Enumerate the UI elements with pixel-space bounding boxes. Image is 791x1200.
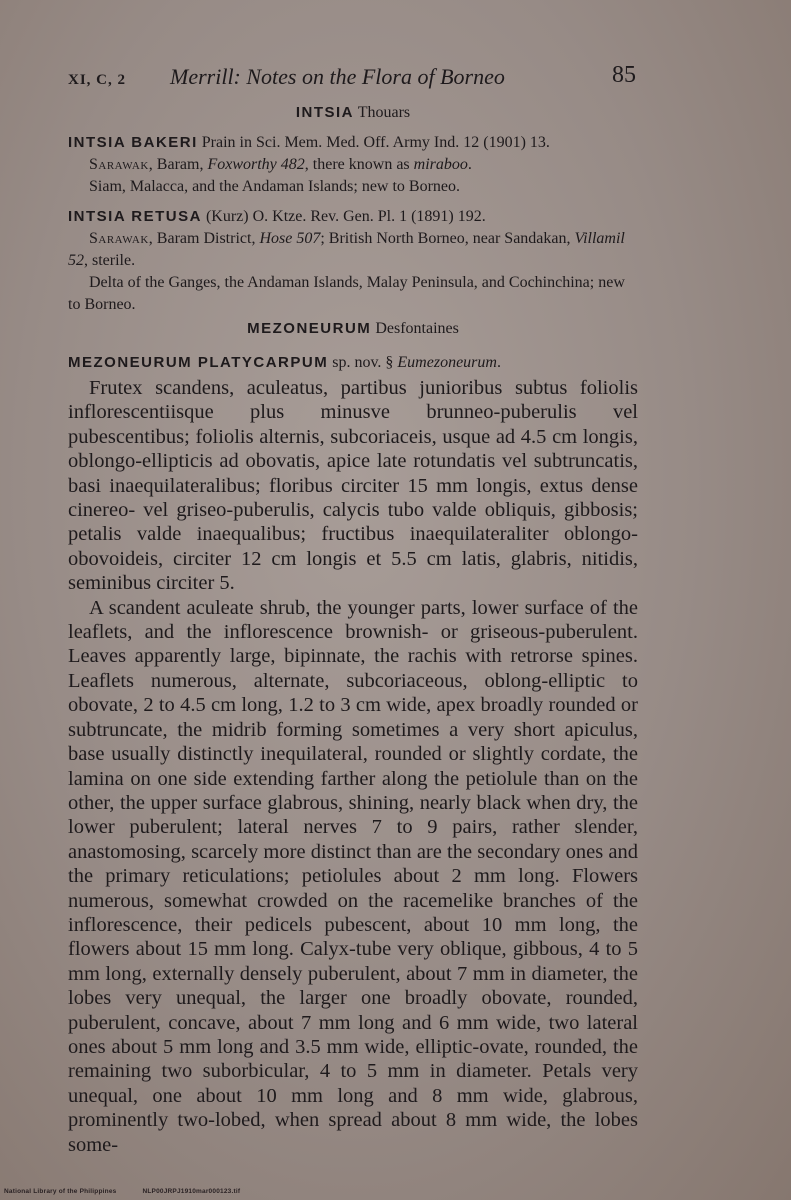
locality-text: , there known as: [304, 156, 410, 173]
section-mark: §: [385, 354, 394, 371]
scan-footer: [4, 1188, 264, 1195]
specimen-locality: [68, 228, 638, 272]
citation-text: Prain in Sci. Mem. Med. Off. Army Ind. 12 (1901) 13.: [201, 134, 550, 151]
distribution: Delta of the Ganges, the Andaman Islands, Malay Peninsula, and Cochinchina; new to Borneo.: [68, 274, 625, 313]
genus-name: INTSIA: [295, 104, 354, 121]
page-text-area: [68, 58, 638, 1157]
genus-author: Desfontaines: [375, 320, 459, 337]
locality-end: .: [467, 156, 472, 173]
locality-text: , sterile.: [84, 252, 136, 269]
collector-number: Hose 507: [259, 230, 321, 247]
latin-description: Frutex scandens, aculeatus, partibus junioribus subtus foliolis inflorescentiisque plus minusve brunneo-puberulis vel pubescentibus; foliolis alternis, subcoriaceis, usque ad 4.5 cm longis, oblongo-ellipticis ad obovatis, apice late rotundatis vel subtruncatis, basi inaequilateralibus; floribus circiter 15 mm longis, extus dense cinereo- vel griseo-puberulis, calycis tubo valde obliquis, gibbosis; petalis valde inaequalibus; fructibus inaequilateraliter oblongo-obovoideis, circiter 12 cm longis et 5.5 cm latis, glabris, nitidis, seminibus circiter 5.: [68, 377, 638, 595]
locality-text: ; British North Borneo, near Sandakan,: [320, 230, 571, 247]
genus-name: MEZONEURUM: [247, 320, 372, 337]
species-name: INTSIA RETUSA: [68, 208, 202, 225]
species-entry-intsia-retusa: [68, 206, 638, 316]
genus-heading-mezoneurum: [68, 320, 638, 338]
genus-heading-intsia: [68, 104, 638, 122]
section-name: Eumezoneurum: [397, 354, 497, 371]
collector-number: Foxworthy 482: [207, 156, 305, 173]
species-status: sp. nov.: [332, 354, 382, 371]
page-number: 85: [612, 62, 636, 88]
species-citation: [68, 132, 638, 154]
species-name: MEZONEURUM PLATYCARPUM: [68, 354, 329, 371]
locality-text: , Baram District,: [148, 230, 256, 247]
library-credit: National Library of the Philippines: [4, 1188, 117, 1195]
vernacular-name: miraboo: [413, 156, 468, 173]
english-description: A scandent aculeate shrub, the younger parts, lower surface of the leaflets, and the inflorescence brownish- or griseous-puberulent. Leaves apparently large, bipinnate, the rachis with retrorse spines. Leaflets numerous, alternate, subcoriaceous, oblong-elliptic to obovate, 2 to 4.5 cm long, 1.2 to 3 cm wide, apex broadly rounded or subtruncate, the midrib forming sometimes a very short apiculus, base usually distinctly inequilateral, rounded or slightly cordate, the lamina on one side extending farther along the petiolule than on the other, the upper surface glabrous, shining, nearly black when dry, the lower puberulent; lateral nerves 7 to 9 pairs, rather slender, anastomosing, scarcely more distinct than are the secondary ones and the primary reticulations; petiolules about 2 mm long. Flowers numerous, somewhat crowded on the racemelike branches of the inflorescence, their pedicels pubescent, about 10 mm long, the flowers about 15 mm long. Calyx-tube very oblique, gibbous, 4 to 5 mm long, externally densely puberulent, about 7 mm in diameter, the lobes very unequal, the larger one broadly obovate, rounded, puberulent, concave, about 7 mm long and 6 mm wide, two lateral ones about 5 mm long and 3.5 mm wide, elliptic-ovate, rounded, the remaining two suborbicular, 4 to 5 mm in diameter. Petals very unequal, one about 10 mm long and 8 mm wide, glabrous, prominently two-lobed, when spread about 8 mm wide, the lobes some-: [68, 596, 638, 1156]
species-citation: [68, 206, 638, 228]
species-citation: [68, 352, 638, 374]
section-signature: XI, C, 2: [68, 72, 127, 88]
species-name: INTSIA BAKERI: [68, 134, 198, 151]
file-identifier: NLP00JRPJ1910mar000123.tif: [142, 1188, 241, 1195]
running-header: [68, 58, 638, 98]
collector-number: Villamil 52: [68, 230, 625, 269]
species-entry-mezoneurum-platycarpum: [68, 352, 638, 1157]
locality-text: , Baram,: [148, 156, 204, 173]
specimen-locality: [68, 154, 638, 176]
running-title: Merrill: Notes on the Flora of Borneo: [170, 64, 505, 89]
genus-author: Thouars: [357, 104, 411, 121]
species-entry-intsia-bakeri: [68, 132, 638, 198]
citation-text: (Kurz) O. Ktze. Rev. Gen. Pl. 1 (1891) 192.: [205, 208, 486, 225]
distribution: Siam, Malacca, and the Andaman Islands; new to Borneo.: [89, 178, 461, 195]
region: Sarawak: [89, 156, 149, 173]
section-end: .: [496, 354, 501, 371]
region: Sarawak: [89, 230, 149, 247]
